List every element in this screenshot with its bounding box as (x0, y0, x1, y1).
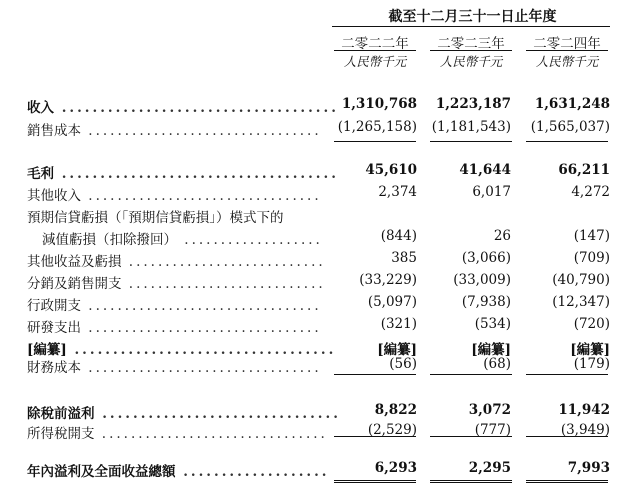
dot-leader: ................................ (81, 123, 322, 139)
row-label (27, 294, 322, 314)
row-label-text: 行政開支 (27, 298, 81, 314)
dot-leader: ............................... (94, 426, 328, 442)
row-label (27, 338, 336, 358)
table-row (0, 119, 640, 139)
value-cell-2023: [編纂] (471, 342, 511, 358)
dot-leader: .................................. (66, 342, 337, 358)
dot-leader: ................................ (81, 188, 322, 204)
year-2023: 二零二三年 (437, 36, 505, 52)
value-cell-2022: (321) (380, 316, 417, 332)
dot-leader: ........................... (121, 254, 326, 270)
table-row (0, 460, 640, 480)
value-cell-2022: (5,097) (367, 294, 417, 310)
dot-leader: .................................... (54, 100, 339, 116)
value-cell-2022: 1,310,768 (341, 96, 417, 112)
value-cell-2024: (147) (573, 228, 610, 244)
value-cell-2024: 4,272 (571, 184, 610, 200)
value-cell-2022: 45,610 (365, 162, 417, 178)
table-row (0, 338, 640, 358)
value-cell-2024: 66,211 (558, 162, 610, 178)
table-row (0, 422, 640, 442)
table-row (0, 402, 640, 422)
row-label (27, 206, 284, 226)
value-cell-2022: 2,374 (378, 184, 417, 200)
subtotal-rule-finance (526, 374, 608, 375)
subtotal-rule-tax (526, 436, 608, 437)
subtotal-rule-cost (430, 141, 512, 142)
value-cell-2024: (40,790) (552, 272, 610, 288)
value-cell-2023: 2,295 (468, 460, 511, 476)
value-cell-2022: (1,265,158) (337, 119, 417, 135)
value-cell-2024: (12,347) (552, 294, 610, 310)
value-cell-2024: (720) (573, 316, 610, 332)
table-row (0, 228, 640, 248)
table-row (0, 294, 640, 314)
value-cell-2022: (56) (389, 356, 417, 372)
dot-leader: ................................ (81, 360, 322, 376)
table-row (0, 356, 640, 376)
table-row (0, 162, 640, 182)
value-cell-2023: (68) (483, 356, 511, 372)
row-label-text: 所得稅開支 (27, 426, 95, 442)
dot-leader: .................................... (54, 166, 339, 182)
total-double-rule (334, 480, 416, 483)
year-2024: 二零二四年 (533, 36, 601, 52)
dot-leader: ................................ (81, 298, 322, 314)
table-row (0, 272, 640, 292)
total-double-rule (526, 480, 608, 483)
row-label-text: 分銷及銷售開支 (27, 276, 122, 292)
value-cell-2022: (844) (380, 228, 417, 244)
subtotal-rule-tax (334, 436, 416, 437)
value-cell-2023: (777) (474, 422, 511, 438)
value-cell-2024: [編纂] (570, 342, 610, 358)
value-cell-2022: [編纂] (377, 342, 417, 358)
period-header: 截至十二月三十一日止年度 (388, 9, 557, 25)
row-label (27, 96, 339, 116)
value-cell-2023: 41,644 (459, 162, 511, 178)
year-2022: 二零二二年 (341, 36, 409, 52)
value-cell-2023: (7,938) (461, 294, 511, 310)
dot-leader: ................................ (81, 320, 322, 336)
row-label-text: 其他收入 (27, 188, 81, 204)
row-label-text: 財務成本 (27, 360, 81, 376)
value-cell-2023: 1,223,187 (435, 96, 511, 112)
dot-leader: ........................... (121, 276, 326, 292)
value-cell-2023: 3,072 (468, 402, 511, 418)
row-label (27, 402, 341, 422)
row-label-text: 除稅前溢利 (27, 406, 95, 422)
row-label (27, 119, 322, 139)
value-cell-2022: 6,293 (374, 460, 417, 476)
table-row (0, 316, 640, 336)
row-label (27, 184, 322, 204)
value-cell-2022: (2,529) (367, 422, 417, 438)
row-label-text: 年內溢利及全面收益總額 (27, 464, 176, 480)
row-label (27, 272, 326, 292)
dot-leader: ................... (175, 464, 330, 480)
value-cell-2023: (534) (474, 316, 511, 332)
row-label (27, 422, 328, 442)
value-cell-2023: (3,066) (461, 250, 511, 266)
subtotal-rule-finance (430, 374, 512, 375)
row-label-text: 預期信貸虧損（「預期信貸虧損」）模式下的 (27, 210, 284, 226)
table-row (0, 250, 640, 270)
row-label (27, 356, 322, 376)
year-underline-2024 (526, 50, 608, 51)
value-cell-2023: (1,181,543) (431, 119, 511, 135)
table-row (0, 96, 640, 116)
value-cell-2022: 385 (391, 250, 417, 266)
row-label-text: 毛利 (27, 166, 54, 182)
row-label (27, 162, 339, 182)
row-label-text: 其他收益及虧損 (27, 254, 122, 270)
subtotal-rule-finance (334, 374, 416, 375)
subtotal-rule-tax (430, 436, 512, 437)
value-cell-2024: (709) (573, 250, 610, 266)
row-label-text: 研發支出 (27, 320, 81, 336)
unit-2023: 人民幣千元 (439, 54, 503, 69)
subtotal-rule-cost (334, 141, 416, 142)
table-row (0, 206, 640, 226)
unit-2022: 人民幣千元 (343, 54, 407, 69)
value-cell-2023: 26 (493, 228, 511, 244)
year-underline-2022 (334, 50, 416, 51)
value-cell-2024: 11,942 (558, 402, 610, 418)
value-cell-2024: 1,631,248 (534, 96, 610, 112)
value-cell-2022: (33,229) (359, 272, 417, 288)
row-label-text: [編纂] (27, 342, 67, 358)
row-label (27, 460, 330, 480)
unit-2024: 人民幣千元 (535, 54, 599, 69)
dot-leader: ................... (177, 232, 323, 248)
row-label-text: 收入 (27, 100, 54, 116)
row-label (42, 228, 323, 248)
value-cell-2024: (3,949) (560, 422, 610, 438)
value-cell-2023: (33,009) (453, 272, 511, 288)
total-double-rule (430, 480, 512, 483)
row-label-text: 減值虧損（扣除撥回） (42, 232, 177, 248)
value-cell-2022: 8,822 (374, 402, 417, 418)
row-label-text: 銷售成本 (27, 123, 81, 139)
period-underline (332, 26, 610, 27)
dot-leader: ............................... (94, 406, 341, 422)
table-row (0, 184, 640, 204)
row-label (27, 316, 322, 336)
row-label (27, 250, 326, 270)
value-cell-2024: 7,993 (567, 460, 610, 476)
subtotal-rule-cost (526, 141, 608, 142)
value-cell-2024: (179) (573, 356, 610, 372)
value-cell-2024: (1,565,037) (530, 119, 610, 135)
value-cell-2023: 6,017 (472, 184, 511, 200)
year-underline-2023 (430, 50, 512, 51)
